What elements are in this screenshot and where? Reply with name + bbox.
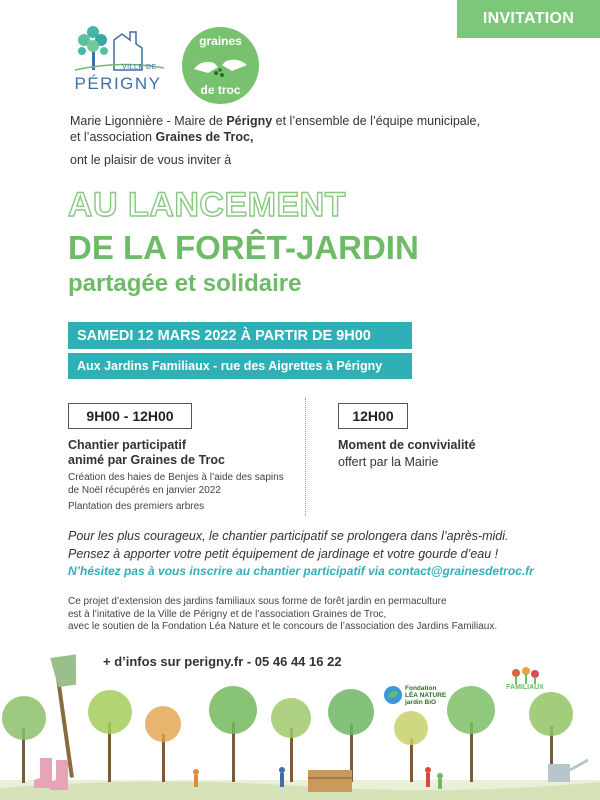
event-place-bar: Aux Jardins Familiaux - rue des Aigrettes à Périgny [68,353,412,379]
signup-link[interactable]: N’hésitez pas à vous inscrire au chantier participatif via contact@grainesdetroc.fr [68,564,534,578]
fondation-lea-nature-logo [383,683,447,707]
slot2-time-box: 12H00 [338,403,408,429]
graines-label: graines [199,34,242,48]
slot1-time-box: 9H00 - 12H00 [68,403,192,429]
slot1-title: Chantier participatif animé par Graines de Troc [68,438,226,467]
title-line-2: DE LA FORÊT-JARDIN [68,229,419,266]
flowers-icon [502,666,548,684]
title-line-3: partagée et solidaire [68,270,302,297]
watering-can-icon [548,760,588,782]
familiaux-label: FAMILIAUX [506,684,544,691]
graines-de-troc-logo [182,27,259,104]
courageous-note: Pour les plus courageux, le chantier participatif se prolongera dans l’après-midi. Pensez à apporter votre petit équipement de jardinage et votre gourde d’eau ! [68,529,509,561]
tree-row-icon [2,686,573,783]
jardins-familiaux-logo [502,666,548,696]
schedule-divider [305,398,306,516]
hands-seeds-icon [192,53,249,81]
project-description: Ce projet d’extension des jardins familiaux sous forme de forêt jardin en permaculture est à l’initative de la Ville de Périgny et de l’association Graines de Troc, avec le soutien de la Fondation Léa Nature et le concours de l’association des Jardins Familiaux. [68,596,498,632]
title-line-1: AU LANCEMENT [68,186,346,224]
invitation-badge: INVITATION [457,0,600,38]
leaf-icon [383,685,403,705]
perigny-name-label: PÉRIGNY [74,74,162,93]
de-troc-label: de troc [200,83,241,97]
boots-icon [34,758,68,790]
crate-icon [308,770,352,792]
shovel-icon [50,654,80,777]
intro-invite-line: ont le plaisir de vous inviter à [70,153,232,167]
slot1-description: Création des haies de Benjes à l’aide des sapins de Noël récupérés en janvier 2022 [68,472,284,496]
more-info-line: + d’infos sur perigny.fr - 05 46 44 16 22 [103,654,342,669]
slot2-title: Moment de convivialité [338,438,476,452]
slot2-subtitle: offert par la Mairie [338,455,439,469]
perigny-logo [70,20,166,92]
intro-text: Marie Ligonnière - Maire de Périgny et l’ensemble de l’équipe municipale, et l’association Graines de Troc, [70,114,480,144]
fondation-label: Fondation LÉA NATURE jardin BiO [405,685,447,706]
slot1-plantation: Plantation des premiers arbres [68,501,205,512]
event-date-bar: SAMEDI 12 MARS 2022 À PARTIR DE 9H00 [68,322,412,349]
perigny-ville-label: VILLE DE [122,64,157,71]
